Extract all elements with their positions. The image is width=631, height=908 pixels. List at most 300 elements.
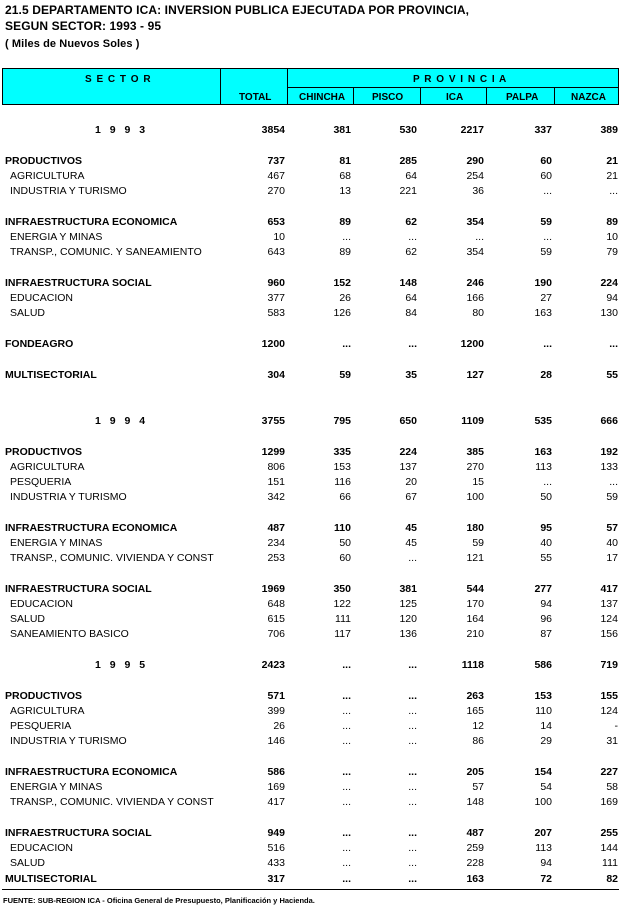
row-label: TRANSP., COMUNIC. VIVIENDA Y CONST — [10, 552, 214, 564]
province-cell: 89 — [339, 216, 351, 228]
province-cell: ... — [408, 231, 417, 243]
province-cell: 381 — [399, 583, 417, 595]
province-cell: ... — [408, 690, 417, 702]
province-cell: 192 — [600, 446, 618, 458]
province-cell: ... — [475, 231, 484, 243]
row-label: AGRICULTURA — [10, 170, 85, 182]
sector-row — [2, 873, 619, 888]
sector-row — [2, 446, 619, 461]
sector-row — [2, 369, 619, 384]
province-cell: 81 — [339, 155, 351, 167]
sector-row — [2, 766, 619, 781]
province-cell: 156 — [600, 628, 618, 640]
province-cell: 10 — [606, 231, 618, 243]
province-cell: 205 — [466, 766, 484, 778]
col-header-nazca: NAZCA — [571, 92, 606, 103]
province-cell: ... — [408, 338, 417, 350]
province-cell: 94 — [606, 292, 618, 304]
row-label: PRODUCTIVOS — [5, 446, 83, 458]
total-cell: 960 — [267, 277, 285, 289]
province-cell: 144 — [600, 842, 618, 854]
province-cell: 650 — [399, 415, 417, 427]
province-cell: 89 — [339, 246, 351, 258]
total-cell: 806 — [267, 461, 285, 473]
province-cell: ... — [342, 857, 351, 869]
province-cell: 228 — [466, 857, 484, 869]
subsector-row — [2, 705, 619, 720]
province-cell: 26 — [339, 292, 351, 304]
province-cell: ... — [408, 781, 417, 793]
province-cell: ... — [342, 766, 351, 778]
row-label: PRODUCTIVOS — [5, 690, 83, 702]
province-cell: 155 — [600, 690, 618, 702]
province-cell: 59 — [472, 537, 484, 549]
total-cell: 3755 — [261, 415, 285, 427]
total-cell: 253 — [267, 552, 285, 564]
province-cell: 166 — [466, 292, 484, 304]
province-cell: 40 — [540, 537, 552, 549]
row-label: EDUCACION — [10, 292, 74, 304]
col-header-palpa: PALPA — [506, 92, 539, 103]
subsector-row — [2, 613, 619, 628]
row-label: INFRAESTRUCTURA SOCIAL — [5, 827, 152, 839]
row-label: PESQUERIA — [10, 720, 72, 732]
province-cell: 154 — [534, 766, 552, 778]
province-cell: 58 — [606, 781, 618, 793]
row-label: SANEAMIENTO BASICO — [10, 628, 129, 640]
province-cell: 137 — [600, 598, 618, 610]
province-cell: ... — [342, 827, 351, 839]
header-divider — [486, 87, 487, 104]
header-divider — [420, 87, 421, 104]
year-row — [2, 415, 619, 430]
row-label: MULTISECTORIAL — [5, 873, 97, 885]
province-cell: 381 — [333, 124, 351, 136]
province-cell: 254 — [466, 170, 484, 182]
col-header-pisco: PISCO — [372, 92, 404, 103]
subsector-row — [2, 720, 619, 735]
province-cell: ... — [342, 690, 351, 702]
province-cell: 227 — [600, 766, 618, 778]
subsector-row — [2, 170, 619, 185]
subsector-row — [2, 857, 619, 872]
province-cell: ... — [408, 796, 417, 808]
province-cell: 354 — [466, 216, 484, 228]
col-header-ica: ICA — [446, 92, 464, 103]
province-cell: 124 — [600, 705, 618, 717]
row-label: AGRICULTURA — [10, 461, 85, 473]
total-cell: 583 — [267, 307, 285, 319]
province-cell: 111 — [602, 857, 618, 869]
province-cell: 31 — [606, 735, 618, 747]
province-cell: 67 — [405, 491, 417, 503]
province-cell: 224 — [600, 277, 618, 289]
province-cell: 27 — [540, 292, 552, 304]
province-cell: 153 — [333, 461, 351, 473]
province-cell: ... — [342, 705, 351, 717]
table-bottom-rule — [2, 889, 619, 890]
province-cell: ... — [408, 552, 417, 564]
total-cell: 146 — [267, 735, 285, 747]
row-label: ENERGIA Y MINAS — [10, 231, 103, 243]
total-cell: 1200 — [261, 338, 285, 350]
province-cell: ... — [609, 338, 618, 350]
province-cell: 94 — [540, 598, 552, 610]
province-cell: ... — [342, 842, 351, 854]
province-cell: 170 — [466, 598, 484, 610]
total-cell: 234 — [267, 537, 285, 549]
province-cell: 795 — [333, 415, 351, 427]
province-cell: ... — [408, 827, 417, 839]
province-cell: 36 — [472, 185, 484, 197]
subsector-row — [2, 796, 619, 811]
subsector-row — [2, 537, 619, 552]
subsector-row — [2, 552, 619, 567]
sector-row — [2, 827, 619, 842]
table-header — [2, 68, 619, 105]
subsector-row — [2, 598, 619, 613]
province-cell: 127 — [466, 369, 484, 381]
row-label: EDUCACION — [10, 598, 74, 610]
province-cell: 137 — [399, 461, 417, 473]
subsector-row — [2, 476, 619, 491]
row-label: PESQUERIA — [10, 476, 72, 488]
total-cell: 10 — [273, 231, 285, 243]
province-cell: ... — [408, 720, 417, 732]
province-cell: 59 — [606, 491, 618, 503]
province-cell: 221 — [399, 185, 417, 197]
province-cell: 530 — [399, 124, 417, 136]
province-cell: 21 — [606, 170, 618, 182]
sector-row — [2, 277, 619, 292]
province-cell: 1200 — [460, 338, 484, 350]
row-label: INFRAESTRUCTURA SOCIAL — [5, 583, 152, 595]
header-divider — [554, 87, 555, 104]
province-cell: 28 — [540, 369, 552, 381]
row-label: SALUD — [10, 307, 46, 319]
province-cell: 80 — [472, 307, 484, 319]
province-cell: ... — [543, 231, 552, 243]
province-cell: 535 — [534, 415, 552, 427]
row-label: INFRAESTRUCTURA ECONOMICA — [5, 766, 178, 778]
province-cell: 66 — [339, 491, 351, 503]
province-cell: 84 — [405, 307, 417, 319]
source-note: FUENTE: SUB-REGION ICA - Oficina General de Presupuesto, Planificación y Hacienda. — [3, 896, 315, 905]
province-cell: 54 — [540, 781, 552, 793]
province-cell: 487 — [466, 827, 484, 839]
row-label: EDUCACION — [10, 842, 74, 854]
row-label: ENERGIA Y MINAS — [10, 781, 103, 793]
province-cell: ... — [543, 476, 552, 488]
subsector-row — [2, 461, 619, 476]
province-cell: 1109 — [461, 415, 484, 427]
province-cell: ... — [342, 781, 351, 793]
province-cell: 86 — [472, 735, 484, 747]
province-cell: 126 — [333, 307, 351, 319]
total-cell: 26 — [273, 720, 285, 732]
province-cell: ... — [408, 766, 417, 778]
row-label: PRODUCTIVOS — [5, 155, 83, 167]
province-cell: 270 — [466, 461, 484, 473]
total-cell: 643 — [267, 246, 285, 258]
row-label: AGRICULTURA — [10, 705, 85, 717]
province-cell: 163 — [534, 307, 552, 319]
province-cell: ... — [543, 338, 552, 350]
total-cell: 1299 — [261, 446, 285, 458]
col-header-chincha: CHINCHA — [299, 92, 346, 103]
province-cell: 165 — [466, 705, 484, 717]
row-label: INDUSTRIA Y TURISMO — [10, 735, 127, 747]
subsector-row — [2, 292, 619, 307]
subsector-row — [2, 628, 619, 643]
province-cell: 20 — [405, 476, 417, 488]
province-cell: ... — [342, 338, 351, 350]
province-cell: ... — [408, 873, 417, 885]
header-divider — [220, 69, 221, 104]
province-cell: ... — [342, 735, 351, 747]
sector-row — [2, 216, 619, 231]
province-cell: ... — [609, 185, 618, 197]
total-cell: 377 — [267, 292, 285, 304]
province-cell: 124 — [600, 613, 618, 625]
province-cell: 389 — [600, 124, 618, 136]
province-cell: 350 — [333, 583, 351, 595]
province-cell: 13 — [339, 185, 351, 197]
province-cell: 64 — [405, 292, 417, 304]
sector-header: S E C T O R — [85, 74, 152, 85]
province-cell: 354 — [466, 246, 484, 258]
province-cell: 122 — [333, 598, 351, 610]
total-cell: 487 — [267, 522, 285, 534]
sector-row — [2, 155, 619, 170]
province-cell: 544 — [466, 583, 484, 595]
total-cell: 270 — [267, 185, 285, 197]
province-cell: - — [614, 720, 618, 732]
total-cell: 467 — [267, 170, 285, 182]
province-cell: 259 — [466, 842, 484, 854]
province-cell: 152 — [333, 277, 351, 289]
total-cell: 653 — [267, 216, 285, 228]
province-cell: 110 — [334, 522, 351, 534]
province-cell: 163 — [534, 446, 552, 458]
units-note: ( Miles de Nuevos Soles ) — [5, 38, 140, 50]
total-cell: 342 — [267, 491, 285, 503]
total-cell: 151 — [267, 476, 285, 488]
province-cell: 100 — [466, 491, 484, 503]
row-label: INFRAESTRUCTURA SOCIAL — [5, 277, 152, 289]
province-cell: 55 — [540, 552, 552, 564]
subsector-row — [2, 842, 619, 857]
province-cell: 59 — [339, 369, 351, 381]
subsector-row — [2, 185, 619, 200]
province-cell: ... — [408, 705, 417, 717]
row-label: TRANSP., COMUNIC. VIVIENDA Y CONST — [10, 796, 214, 808]
province-cell: 116 — [334, 476, 351, 488]
total-cell: 737 — [267, 155, 285, 167]
province-cell: 96 — [540, 613, 552, 625]
province-cell: 17 — [606, 552, 618, 564]
province-cell: 113 — [535, 461, 552, 473]
province-cell: 100 — [534, 796, 552, 808]
sector-row — [2, 690, 619, 705]
subsector-row — [2, 307, 619, 322]
province-cell: 113 — [535, 842, 552, 854]
province-cell: ... — [342, 873, 351, 885]
province-cell: 64 — [405, 170, 417, 182]
total-cell: 949 — [267, 827, 285, 839]
row-label: SALUD — [10, 857, 46, 869]
province-cell: 29 — [540, 735, 552, 747]
table-subtitle: SEGUN SECTOR: 1993 - 95 — [5, 19, 162, 33]
province-cell: 59 — [540, 216, 552, 228]
province-cell: 719 — [600, 659, 618, 671]
province-cell: ... — [408, 857, 417, 869]
year-row — [2, 124, 619, 139]
province-cell: 40 — [606, 537, 618, 549]
province-cell: ... — [543, 185, 552, 197]
header-divider — [353, 87, 354, 104]
subsector-row — [2, 491, 619, 506]
province-cell: 246 — [466, 277, 484, 289]
province-cell: 57 — [606, 522, 618, 534]
header-divider — [288, 87, 618, 88]
subsector-row — [2, 231, 619, 246]
province-cell: 121 — [466, 552, 484, 564]
province-cell: 133 — [600, 461, 618, 473]
province-cell: 136 — [399, 628, 417, 640]
province-cell: 207 — [534, 827, 552, 839]
province-cell: 117 — [334, 628, 351, 640]
province-cell: ... — [408, 659, 417, 671]
row-label: INFRAESTRUCTURA ECONOMICA — [5, 522, 178, 534]
province-cell: ... — [342, 659, 351, 671]
province-cell: 95 — [540, 522, 552, 534]
province-cell: 14 — [540, 720, 552, 732]
province-cell: 21 — [606, 155, 618, 167]
province-cell: 2217 — [460, 124, 484, 136]
province-cell: 385 — [466, 446, 484, 458]
province-cell: 210 — [466, 628, 484, 640]
province-cell: 130 — [600, 307, 618, 319]
province-cell: 417 — [600, 583, 618, 595]
total-cell: 3854 — [261, 124, 285, 136]
subsector-row — [2, 246, 619, 261]
row-label: INDUSTRIA Y TURISMO — [10, 185, 127, 197]
province-cell: 62 — [405, 216, 417, 228]
province-cell: 180 — [466, 522, 484, 534]
total-cell: 317 — [267, 873, 285, 885]
province-cell: 45 — [405, 522, 417, 534]
province-cell: 62 — [405, 246, 417, 258]
province-cell: 125 — [399, 598, 417, 610]
province-cell: 87 — [540, 628, 552, 640]
province-cell: ... — [408, 842, 417, 854]
row-label: SALUD — [10, 613, 46, 625]
province-cell: 111 — [335, 613, 351, 625]
total-header: TOTAL — [239, 92, 272, 103]
province-cell: 148 — [399, 277, 417, 289]
province-cell: 50 — [540, 491, 552, 503]
province-cell: 94 — [540, 857, 552, 869]
total-cell: 516 — [267, 842, 285, 854]
sector-row — [2, 522, 619, 537]
province-cell: 60 — [339, 552, 351, 564]
row-label: TRANSP., COMUNIC. Y SANEAMIENTO — [10, 246, 202, 258]
province-cell: 666 — [600, 415, 618, 427]
province-cell: 586 — [534, 659, 552, 671]
province-cell: ... — [408, 735, 417, 747]
province-cell: 79 — [606, 246, 618, 258]
province-cell: 277 — [534, 583, 552, 595]
province-cell: ... — [342, 796, 351, 808]
row-label: INFRAESTRUCTURA ECONOMICA — [5, 216, 178, 228]
province-cell: 263 — [466, 690, 484, 702]
table-title: 21.5 DEPARTAMENTO ICA: INVERSION PUBLICA EJECUTADA POR PROVINCIA, — [5, 3, 470, 17]
total-cell: 586 — [267, 766, 285, 778]
total-cell: 648 — [267, 598, 285, 610]
province-cell: 290 — [466, 155, 484, 167]
province-cell: 153 — [534, 690, 552, 702]
province-cell: 68 — [339, 170, 351, 182]
province-cell: 12 — [472, 720, 484, 732]
province-cell: 60 — [540, 170, 552, 182]
total-cell: 1969 — [261, 583, 285, 595]
province-cell: 55 — [606, 369, 618, 381]
row-label: INDUSTRIA Y TURISMO — [10, 491, 127, 503]
total-cell: 417 — [267, 796, 285, 808]
row-label: 1 9 9 5 — [95, 659, 149, 671]
province-cell: 35 — [405, 369, 417, 381]
row-label: 1 9 9 3 — [95, 124, 149, 136]
province-cell: 169 — [600, 796, 618, 808]
province-cell: 45 — [405, 537, 417, 549]
province-cell: ... — [609, 476, 618, 488]
subsector-row — [2, 781, 619, 796]
province-cell: 337 — [534, 124, 552, 136]
province-cell: 57 — [472, 781, 484, 793]
total-cell: 615 — [267, 613, 285, 625]
row-label: ENERGIA Y MINAS — [10, 537, 103, 549]
province-cell: 335 — [333, 446, 351, 458]
total-cell: 304 — [267, 369, 285, 381]
total-cell: 706 — [267, 628, 285, 640]
province-cell: 164 — [466, 613, 484, 625]
sector-row — [2, 338, 619, 353]
total-cell: 169 — [267, 781, 285, 793]
provincia-header: P R O V I N C I A — [413, 74, 508, 85]
province-cell: 255 — [600, 827, 618, 839]
subsector-row — [2, 735, 619, 750]
row-label: FONDEAGRO — [5, 338, 74, 350]
province-cell: 110 — [535, 705, 552, 717]
province-cell: 15 — [472, 476, 484, 488]
sector-row — [2, 583, 619, 598]
province-cell: 224 — [399, 446, 417, 458]
row-label: 1 9 9 4 — [95, 415, 149, 427]
province-cell: 285 — [399, 155, 417, 167]
province-cell: 148 — [466, 796, 484, 808]
province-cell: 163 — [466, 873, 484, 885]
province-cell: 89 — [606, 216, 618, 228]
row-label: MULTISECTORIAL — [5, 369, 97, 381]
year-row — [2, 659, 619, 674]
province-cell: 50 — [339, 537, 351, 549]
province-cell: 60 — [540, 155, 552, 167]
province-cell: 82 — [606, 873, 618, 885]
province-cell: 120 — [399, 613, 417, 625]
total-cell: 571 — [267, 690, 285, 702]
province-cell: 1118 — [461, 659, 484, 671]
